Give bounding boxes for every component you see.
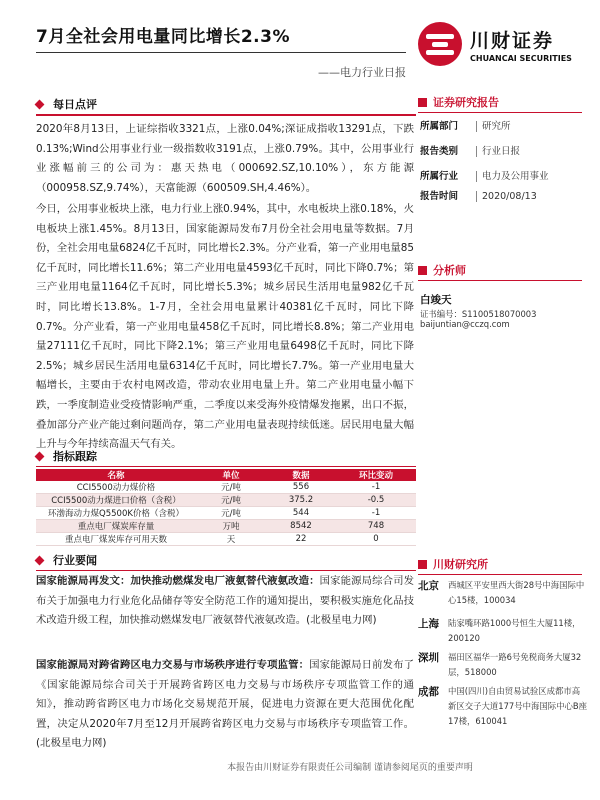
analyst-email[interactable]: baijuntian@cczq.com xyxy=(420,319,510,329)
column-header: 数据 xyxy=(266,469,336,481)
table-row: 重点电厂煤炭库存可用天数 天 22 0 xyxy=(36,533,416,546)
logo-name-cn: 川财证券 xyxy=(470,30,555,52)
table-row: CCI5500动力煤价格 元/吨 556 -1 xyxy=(36,481,416,494)
diamond-icon xyxy=(35,555,45,565)
report-info-header: 证券研究报告 xyxy=(418,94,499,110)
right-divider xyxy=(418,574,582,575)
report-subtitle: ——电力行业日报 xyxy=(318,66,406,79)
meta-report-date: 报告时间 2020/08/13 xyxy=(420,191,537,202)
page-footer: 本报告由川财证券有限责任公司编制 谨请参阅尾页的重要声明 xyxy=(227,763,473,773)
daily-comment-paragraph-1: 2020年8月13日，上证综指收3321点，上涨0.04%;深证成指收13291点，下跌0.13%;Wind公用事业行业一级指数收3191点，上涨0.79%。其中，公用事业行业涨幅前三的公司为：惠天热电（000692.SZ,10.10%），东方能源（000958.SZ,9.74%），天富能源（600509.SH,4.46%）。 xyxy=(36,123,414,194)
column-header: 名称 xyxy=(36,469,196,481)
analyst-header: 分析师 xyxy=(418,262,466,278)
news-item-2-title: 国家能源局对跨省跨区电力交易与市场秩序进行专项监管： xyxy=(36,659,310,671)
right-divider xyxy=(418,280,582,281)
analyst-icon xyxy=(418,266,427,275)
logo-mark-icon xyxy=(418,22,462,66)
diamond-icon xyxy=(35,99,45,109)
meta-department: 所属部门 研究所 xyxy=(420,121,511,132)
institute-header: 川财研究所 xyxy=(418,556,488,572)
section-divider xyxy=(36,570,416,571)
section-divider xyxy=(36,114,416,116)
news-item-2 xyxy=(36,656,414,754)
diamond-icon xyxy=(35,451,45,461)
column-header: 单位 xyxy=(196,469,266,481)
section-daily-comment: 每日点评 xyxy=(36,96,97,112)
section-indicators: 指标跟踪 xyxy=(36,448,97,464)
news-item-2-body: 国家能源局日前发布了《国家能源局综合司关于开展跨省跨区电力交易与市场秩序专项监管工作的通知》，推动跨省跨区电力市场化交易规范开展，促进电力资源在更大范围优化配置，决定从2020年7月至12月开展跨省跨区电力交易与市场秩序专项监管工作。(北极星电力网) xyxy=(36,659,415,750)
column-header: 环比变动 xyxy=(336,469,416,481)
logo-name-en: CHUANCAI SECURITIES xyxy=(470,54,572,63)
daily-comment-paragraph-2: 今日，公用事业板块上涨，电力行业上涨0.94%，其中，水电板块上涨0.18%，火电板块上涨1.45%。8月13日，国家能源局发布7月份全社会用电量等数据。7月份，全社会用电量6824亿千瓦时，同比增长2.3%。分产业看，第一产业用电量85亿千瓦时，同比增长11.6%；第二产业用电量4593亿千瓦时，同比下降0.7%；第三产业用电量1164亿千瓦时，同比增长5.3%；城乡居民生活用电量982亿千瓦时，同比增长13.8%。1-7月，全社会用电量累计40381亿千瓦时，同比下降0.7%。分产业看，第一产业用电量458亿千瓦时，同比增长8.8%；第二产业用电量27111亿千瓦时，同比下降2.1%；第三产业用电量6498亿千瓦时，同比下降2.5%；城乡居民生活用电量6314亿千瓦时，同比增长7.7%。第一产业用电量大幅增长，主要由于农村电网改造，带动农业用电量上升。第二产业用电量小幅下跌，一季度制造业受疫情影响严重，二季度以来受海外疫情爆发拖累，出口不振，叠加部分产业产能过剩问题尚存，第二产业用电量表现持续低迷。居民用电量大幅上升与今年持续高温天气有关。 xyxy=(36,203,414,451)
company-logo xyxy=(418,22,578,70)
indicator-table xyxy=(36,469,416,546)
table-row: CCI5500动力煤进口价格（含税） 元/吨 375.2 -0.5 xyxy=(36,494,416,507)
meta-industry: 所属行业 电力及公用事业 xyxy=(420,171,549,182)
section-divider xyxy=(36,466,416,467)
report-page: 7月全社会用电量同比增长2.3% ——电力行业日报 川财证券 CHUANCAI SECURITIES 每日点评 2020年8月13日，上证综指收3321点，上涨0.04%;深证成指收13291点，下跌0.13%;Wind公用事业行业一级指数收3191点，上涨0.79%。其中，公用事业行业涨幅前三的公司为：惠天热电（000692.SZ,10.10%），东方能源（000958.SZ,9.74%），天富能源（600509.SH,4.46%）。 今日，公用事业板块上涨，电力行业上涨0.94%，其中，水电板块上涨0.18%，火电板块上涨1.45%。8月13日，国家能源局发布7月份全社会用电量等数据。7月份，全社会用电量6824亿千瓦时，同比增长2.3%。分产业看，第一产业用电量85亿千瓦时，同比增长11.6%；第二产业用电量4593亿千瓦时，同比下降0.7%；第三产业用电量1164亿千瓦时，同比增长5.3%；城乡居民生活用电量982亿千瓦时，同比增长13.8%。1-7月，全社会用电量累计40381亿千瓦时，同比下降0.7%。分产业看，第一产业用电量458亿千瓦时，同比增长8.8%；第二产业用电量27111亿千瓦时，同比下降2.1%；第三产业用电量6498亿千瓦时，同比下降2.5%；城乡居民生活用电量6314亿千瓦时，同比增长7.7%。第一产业用电量大幅增长，主要由于农村电网改造，带动农业用电量上升。第二产业用电量小幅下跌，一季度制造业受疫情影响严重，二季度以来受海外疫情爆发拖累，出口不振，叠加部分产业产能过剩问题尚存，第二产业用电量表现持续低迷。居民用电量大幅上升与今年持续高温天气有关。 指标跟踪 名称 单位 数据 环比变动 CCI5500动力煤价格 元/吨 556 -1 CCI5500动力煤进口价格（含税） 元/吨 375.2 -0.5 环渤海动力煤Q5500K价格（含税） 元/吨 544 -1 重点电厂煤炭库存量 万吨 8542 748 重点电厂煤炭库存可用天数 天 22 0 行业要闻 国家能源局再发文：加快推动燃煤发电厂液氨替代液氨改造：国家能源局综合司发布关于加强电力行业危化品储存等安全防范工作的通知提出，要积极实施危化品技术改造升级工程，加快推动燃煤发电厂液氨替代液氨改造。(北极星电力网) 国家能源局对跨省跨区电力交易与市场秩序进行专项监管：国家能源局日前发布了《国家能源局综合司关于开展跨省跨区电力交易与市场秩序专项监管工作的通知》，推动跨省跨区电力市场化交易规范开展，促进电力资源在更大范围优化配置，决定从2020年7月至12月开展跨省跨区电力交易与市场秩序专项监管工作。(北极星电力网) 证券研究报告 所属部门 研究所 报告类别 行业日报 所属行业 电力及公用事业 报告时间 2020/08/13 分析师 白竣天 证书编号：S1100518070003 baijuntian@cczq.com 川财研究所 北京 西城区平安里西大街28号中海国际中心15楼，100034 上海 陆家嘴环路1000号恒生大厦11楼，200120 深圳 福田区福华一路6号免税商务大厦32层，518000 成都 中国(四川)自由贸易试验区成都市高新区交子大道177号中海国际中心B座17楼，610041 本报告由川财证券有限责任公司编制 谨请参阅尾页的重要声明 xyxy=(0,0,600,800)
news-item-1-body: 国家能源局综合司发布关于加强电力行业危化品储存等安全防范工作的通知提出，要积极实施危化品技术改造升级工程，加快推动燃煤发电厂液氨替代液氨改造。(北极星电力网) xyxy=(36,575,415,627)
analyst-name: 白竣天 xyxy=(420,294,452,306)
meta-report-type: 报告类别 行业日报 xyxy=(420,146,521,157)
report-title: 7月全社会用电量同比增长2.3% xyxy=(36,27,290,47)
table-row: 环渤海动力煤Q5500K价格（含税） 元/吨 544 -1 xyxy=(36,507,416,520)
news-item-1 xyxy=(36,572,414,631)
report-icon xyxy=(418,98,427,107)
news-item-1-title: 国家能源局再发文：加快推动燃煤发电厂液氨替代液氨改造： xyxy=(36,575,320,587)
right-divider xyxy=(418,112,582,113)
table-row: 重点电厂煤炭库存量 万吨 8542 748 xyxy=(36,520,416,533)
table-header-row xyxy=(36,469,416,481)
section-industry-news: 行业要闻 xyxy=(36,552,97,568)
analyst-certificate: 证书编号：S1100518070003 xyxy=(420,309,537,319)
title-divider xyxy=(36,52,406,53)
institute-icon xyxy=(418,560,427,569)
